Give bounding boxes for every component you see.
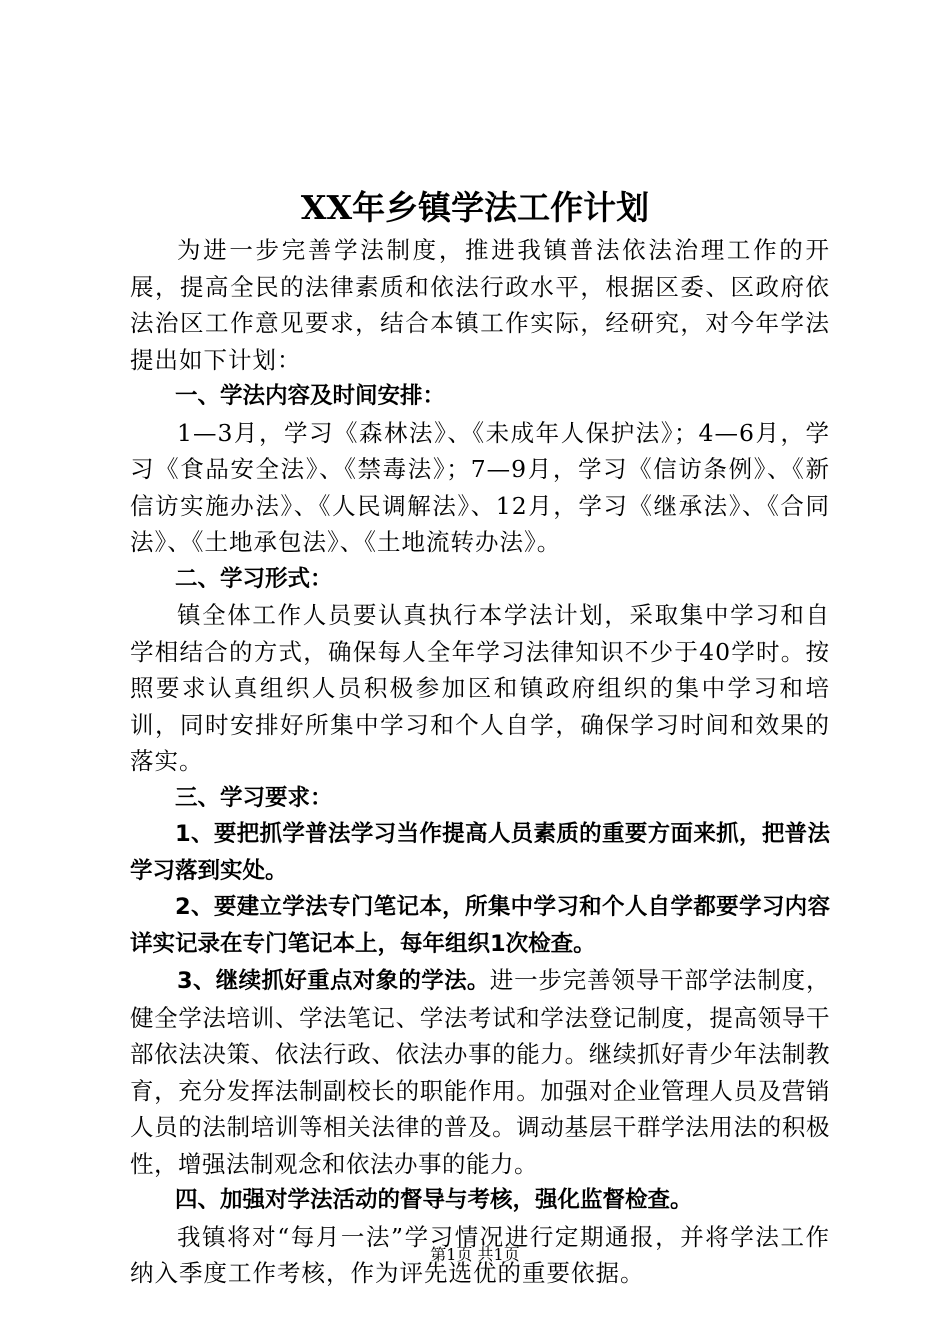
section-heading-1: 一、学法内容及时间安排： bbox=[175, 383, 446, 409]
requirement-3 bbox=[130, 962, 830, 1182]
requirement-3-lead: 3、继续抓好重点对象的学法。 bbox=[177, 968, 490, 994]
format-paragraph: 镇全体工作人员要认真执行本学法计划，采取集中学习和自学相结合的方式，确保每人全年学习法律知识不少于40学时。按照要求认真组织人员积极参加区和镇政府组织的集中学习和培训，同时安排好所集中学习和个人自学，确保学习时间和效果的落实。 bbox=[130, 601, 830, 775]
section-heading-4: 四、加强对学法活动的督导与考核，强化监督检查。 bbox=[175, 1187, 693, 1213]
document-title: XX年乡镇学法工作计划 bbox=[300, 188, 650, 227]
schedule-paragraph: 1—3月，学习《森林法》、《未成年人保护法》；4—6月，学习《食品安全法》、《禁毒法》；7—9月，学习《信访条例》、《新信访实施办法》、《人民调解法》、12月，学习《继承法》、《合同法》、《土地承包法》、《土地流转办法》。 bbox=[130, 418, 830, 556]
requirement-1: 1、要把抓学普法学习当作提高人员素质的重要方面来抓，把普法学习落到实处。 bbox=[130, 821, 830, 884]
requirement-2: 2、要建立学法专门笔记本，所集中学习和个人自学都要学习内容详实记录在专门笔记本上，每年组织1次检查。 bbox=[130, 894, 830, 957]
intro-paragraph: 为进一步完善学法制度，推进我镇普法依法治理工作的开展，提高全民的法律素质和依法行政水平，根据区委、区政府依法治区工作意见要求，结合本镇工作实际，经研究，对今年学法提出如下计划： bbox=[130, 236, 830, 374]
document-body bbox=[130, 232, 830, 1292]
closing-paragraph: 我镇将对“每月一法”学习情况进行定期通报，并将学法工作纳入季度工作考核，作为评先选优的重要依据。 bbox=[130, 1222, 830, 1287]
requirement-3-body: 进一步完善领导干部学法制度，健全学法培训、学法笔记、学法考试和学法登记制度，提高领导干部依法决策、依法行政、依法办事的能力。继续抓好青少年法制教育，充分发挥法制副校长的职能作用。加强对企业管理人员及营销人员的法制培训等相关法律的普及。调动基层干群学法用法的积极性，增强法制观念和依法办事的能力。 bbox=[130, 966, 831, 1178]
page-footer: 第1页 共1页 bbox=[430, 1245, 520, 1264]
section-heading-2: 二、学习形式： bbox=[175, 565, 333, 592]
section-heading-3: 三、学习要求： bbox=[175, 784, 333, 811]
